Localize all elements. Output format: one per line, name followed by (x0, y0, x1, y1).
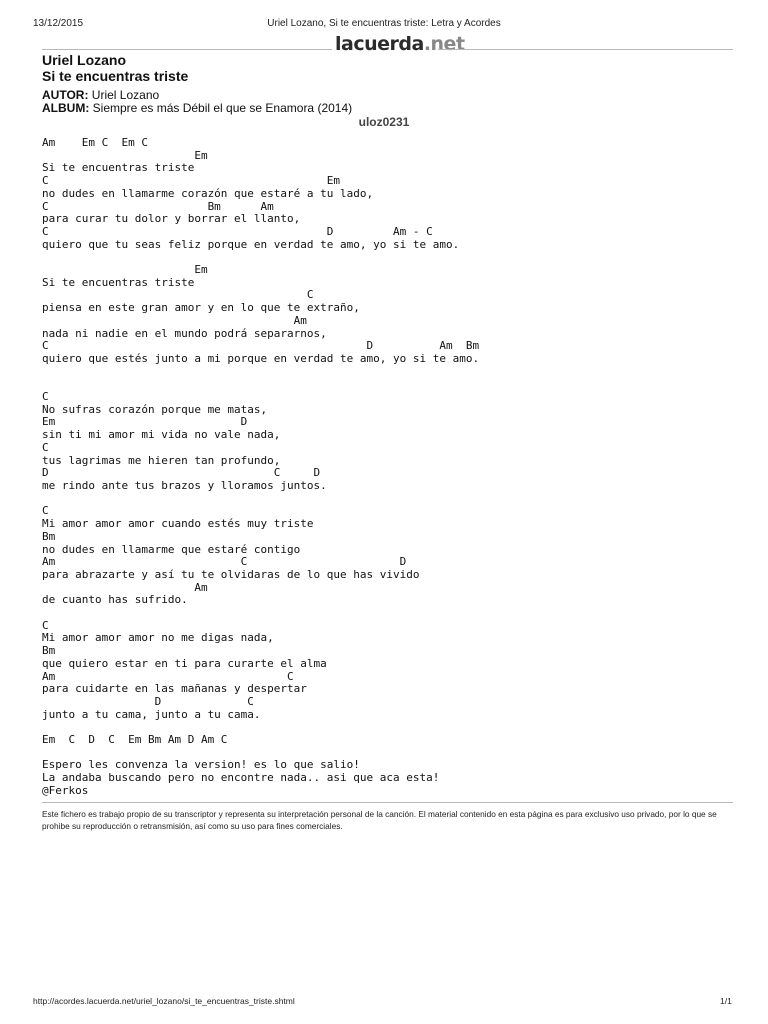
lyric-line: Bm (42, 644, 56, 658)
lyric-line: no dudes en llamarme que estaré contigo (42, 542, 301, 556)
lyric-line: C D Am Bm (42, 339, 480, 353)
lyric-line: quiero que tu seas feliz porque en verdad te amo, yo si te amo. (42, 237, 460, 251)
lyric-line: C Em (42, 174, 341, 188)
lyric-line: Am (42, 313, 307, 327)
lyric-line: de cuanto has sufrido. (42, 593, 188, 607)
print-date: 13/12/2015 (33, 18, 84, 29)
lyric-line: Em C D C Em Bm Am D Am C (42, 733, 228, 747)
lyric-line: Am Em C Em C (42, 136, 148, 149)
song-title: Si te encuentras triste (42, 68, 189, 84)
lyric-line: C (42, 618, 49, 632)
lyric-line: No sufras corazón porque me matas, (42, 402, 268, 416)
lyric-line: nada ni nadie en el mundo podrá separarnos, (42, 326, 327, 340)
header-divider-left (42, 49, 332, 50)
lyric-line: Em D (42, 415, 248, 429)
site-logo[interactable] (335, 33, 465, 55)
page-number: 1/1 (720, 996, 732, 1006)
lyric-line: quiero que estés junto a mi porque en verdad te amo, yo si te amo. (42, 351, 480, 365)
lyric-line: no dudes en llamarme corazón que estaré a tu lado, (42, 186, 374, 200)
footer-divider (42, 802, 733, 803)
lyric-line: que quiero estar en ti para curarte el alma (42, 656, 327, 670)
author-label: AUTOR: (42, 88, 89, 102)
author-value: Uriel Lozano (91, 88, 160, 102)
lyric-line: para cuidarte en las mañanas y despertar (42, 682, 307, 696)
lyric-line: Espero les convenza la version! es lo que salio! (42, 758, 360, 772)
lyric-line: La andaba buscando pero no encontre nada.. asi que aca esta! (42, 771, 440, 785)
lyric-line: D C D (42, 466, 321, 480)
disclaimer-text: Este fichero es trabajo propio de su transcriptor y representa su interpretación personal de la canción. El material contenido en esta página es para exclusivo uso privado, por lo que se prohibe su reproducción o retransmisión, así como su uso para fines comerciales. (42, 809, 717, 831)
lyric-line: Si te encuentras triste (42, 161, 195, 175)
lyric-line: Mi amor amor amor cuando estés muy triste (42, 517, 314, 531)
lyric-line: Am (42, 580, 208, 594)
lyric-line: Am C D (42, 555, 407, 569)
lyric-line: C D Am - C (42, 224, 433, 238)
lyric-line: C Bm Am (42, 199, 274, 213)
lyric-line: C (42, 288, 314, 302)
lyric-line: D C (42, 694, 254, 708)
lyric-line: junto a tu cama, junto a tu cama. (42, 707, 261, 721)
lyric-line: sin ti mi amor mi vida no vale nada, (42, 428, 281, 442)
lyric-line: Am C (42, 669, 294, 683)
lyric-line: C (42, 504, 49, 518)
print-title: Uriel Lozano, Si te encuentras triste: Letra y Acordes (267, 18, 501, 29)
uploader-name[interactable]: uloz0231 (358, 115, 410, 129)
lyric-line: C (42, 440, 49, 454)
uploader-line (0, 115, 768, 129)
lyric-line: Em (42, 263, 208, 277)
lyric-line: Bm (42, 529, 56, 543)
lyric-line: Mi amor amor amor no me digas nada, (42, 631, 274, 645)
lyric-line: tus lagrimas me hieren tan profundo, (42, 453, 281, 467)
lyric-line: me rindo ante tus brazos y lloramos juntos. (42, 478, 327, 492)
lyric-line: Em (42, 148, 208, 162)
logo-name: lacuerda (335, 33, 424, 55)
artist-name: Uriel Lozano (42, 52, 127, 68)
lyric-line: para abrazarte y así tu te olvidaras de lo que has vivido (42, 567, 420, 581)
lyrics-chords (42, 137, 479, 798)
lyric-line: Si te encuentras triste (42, 275, 195, 289)
logo-tld: .net (423, 33, 465, 55)
lyric-line: C (42, 390, 49, 404)
album-label: ALBUM: (42, 101, 90, 115)
album-value: Siempre es más Débil el que se Enamora (2014) (92, 101, 353, 115)
footer-url[interactable]: http://acordes.lacuerda.net/uriel_lozano/si_te_encuentras_triste.shtml (33, 996, 295, 1006)
lyric-line: para curar tu dolor y borrar el llanto, (42, 212, 301, 226)
album-line (42, 101, 352, 115)
header-divider-right (438, 49, 733, 50)
lyric-line: @Ferkos (42, 783, 89, 797)
author-line (42, 88, 159, 102)
lyric-line: piensa en este gran amor y en lo que te extraño, (42, 301, 360, 315)
